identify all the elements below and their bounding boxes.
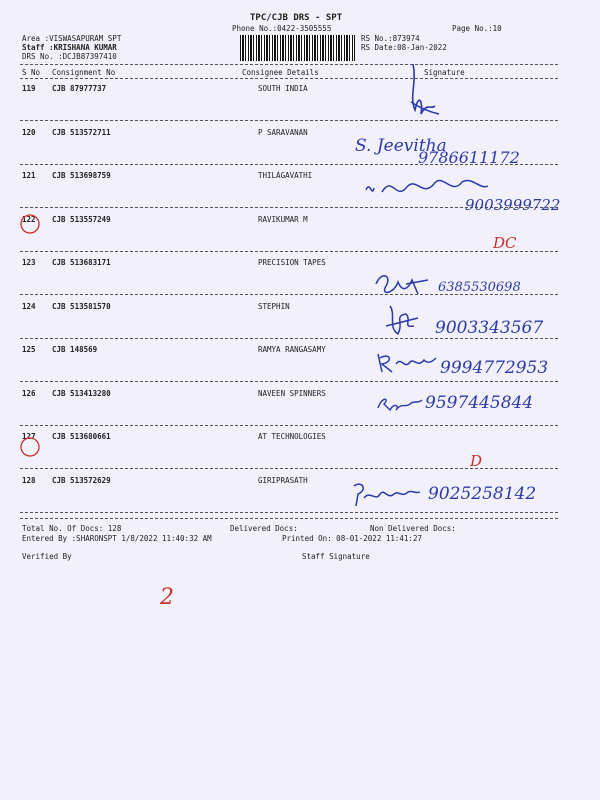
row-sno: 126 bbox=[22, 388, 36, 398]
handwritten-phone-row-124: 9003343567 bbox=[435, 318, 544, 338]
row-consignment: CJB 513413280 bbox=[52, 388, 111, 398]
row-sno: 128 bbox=[22, 475, 36, 485]
signature-row-126 bbox=[374, 392, 424, 418]
row-divider bbox=[20, 512, 558, 513]
handwritten-mark-row-127: D bbox=[470, 452, 483, 470]
row-sno: 120 bbox=[22, 127, 36, 137]
handwritten-phone-row-128: 9025258142 bbox=[428, 484, 537, 504]
col-sno: S No bbox=[22, 68, 41, 77]
printed-on: Printed On: 08-01-2022 11:41:27 bbox=[282, 534, 422, 543]
row-consignment: CJB 513572711 bbox=[52, 127, 111, 137]
row-sno: 127 bbox=[22, 432, 36, 441]
signature-row-119 bbox=[405, 62, 445, 126]
row-sno: 121 bbox=[22, 171, 36, 180]
handwritten-name-row-120: S. Jeevitha bbox=[355, 136, 447, 156]
signature-row-124 bbox=[382, 302, 422, 342]
entered-by: Entered By :SHARONSPT 1/8/2022 11:40:32 AM bbox=[22, 534, 212, 543]
row-consignee: GIRIPRASATH bbox=[258, 475, 308, 485]
circle-mark-row-122 bbox=[19, 213, 41, 239]
handwritten-phone-row-123: 6385530698 bbox=[438, 280, 521, 295]
rs-number: RS No.:873974 bbox=[361, 34, 420, 43]
row-consignee: RAVIKUMAR M bbox=[258, 214, 308, 224]
col-consignee: Consignee Details bbox=[242, 68, 319, 77]
row-consignment: CJB 513572629 bbox=[52, 475, 111, 485]
row-consignee: RAMYA RANGASAMY bbox=[258, 345, 326, 354]
row-divider bbox=[20, 425, 558, 426]
area-label: Area :VISWASAPURAM SPT bbox=[22, 34, 122, 43]
handwritten-phone-row-121: 9003999722 bbox=[465, 196, 561, 214]
row-consignee: PRECISION TAPES bbox=[258, 258, 326, 267]
row-consignee: THILAGAVATHI bbox=[258, 171, 313, 180]
divider bbox=[20, 64, 558, 65]
total-docs: Total No. Of Docs: 128 bbox=[22, 524, 122, 533]
rs-date: RS Date:08-Jan-2022 bbox=[361, 43, 447, 52]
drs-number: DRS No. :DCJB87397410 bbox=[22, 52, 117, 61]
row-consignee: P SARAVANAN bbox=[258, 127, 308, 137]
row-consignee: AT TECHNOLOGIES bbox=[258, 432, 326, 441]
row-sno: 119 bbox=[22, 84, 36, 93]
signature-row-128 bbox=[350, 480, 422, 514]
row-consignment: CJB 513680661 bbox=[52, 432, 111, 441]
signature-row-123 bbox=[372, 268, 432, 304]
row-divider bbox=[20, 381, 558, 382]
row-consignment: CJB 513557249 bbox=[52, 214, 111, 224]
row-consignment: CJB 513683171 bbox=[52, 258, 111, 267]
handwritten-phone-row-120: 9786611172 bbox=[418, 148, 520, 167]
row-consignee: SOUTH INDIA bbox=[258, 84, 308, 93]
verified-by: Verified By bbox=[22, 552, 72, 561]
row-sno: 122 bbox=[22, 214, 36, 224]
col-consignment: Consignment No bbox=[52, 68, 116, 77]
delivered-docs: Delivered Docs: bbox=[230, 524, 298, 533]
signature-row-125 bbox=[374, 350, 440, 380]
row-consignment: CJB 513581570 bbox=[52, 301, 111, 311]
handwritten-mark-bottom: 2 bbox=[160, 585, 174, 610]
non-delivered-docs: Non Delivered Docs: bbox=[370, 524, 456, 533]
row-divider bbox=[20, 251, 558, 252]
page-number: Page No.:10 bbox=[452, 24, 502, 33]
row-sno: 124 bbox=[22, 301, 36, 311]
handwritten-phone-row-126: 9597445844 bbox=[425, 393, 534, 413]
row-consignment: CJB 148569 bbox=[52, 345, 98, 354]
row-consignment: CJB 513698759 bbox=[52, 171, 111, 180]
handwritten-phone-row-125: 9994772953 bbox=[440, 358, 549, 378]
barcode bbox=[240, 35, 355, 61]
divider bbox=[20, 78, 558, 79]
document-title: TPC/CJB DRS - SPT bbox=[250, 13, 343, 23]
staff-label: Staff :KRISHANA KUMAR bbox=[22, 43, 117, 52]
col-signature: Signature bbox=[424, 68, 465, 77]
row-divider bbox=[20, 120, 558, 121]
row-sno: 125 bbox=[22, 345, 36, 354]
phone-number: Phone No.:0422-3505555 bbox=[232, 24, 332, 33]
row-sno: 123 bbox=[22, 258, 36, 267]
staff-signature-label: Staff Signature bbox=[302, 552, 370, 561]
row-consignee: STEPHIN bbox=[258, 301, 290, 311]
handwritten-mark-row-122: DC bbox=[493, 234, 517, 252]
divider bbox=[20, 518, 558, 519]
circle-mark-row-127 bbox=[19, 436, 41, 462]
row-consignee: NAVEEN SPINNERS bbox=[258, 388, 326, 398]
row-consignment: CJB 87977737 bbox=[52, 84, 107, 93]
